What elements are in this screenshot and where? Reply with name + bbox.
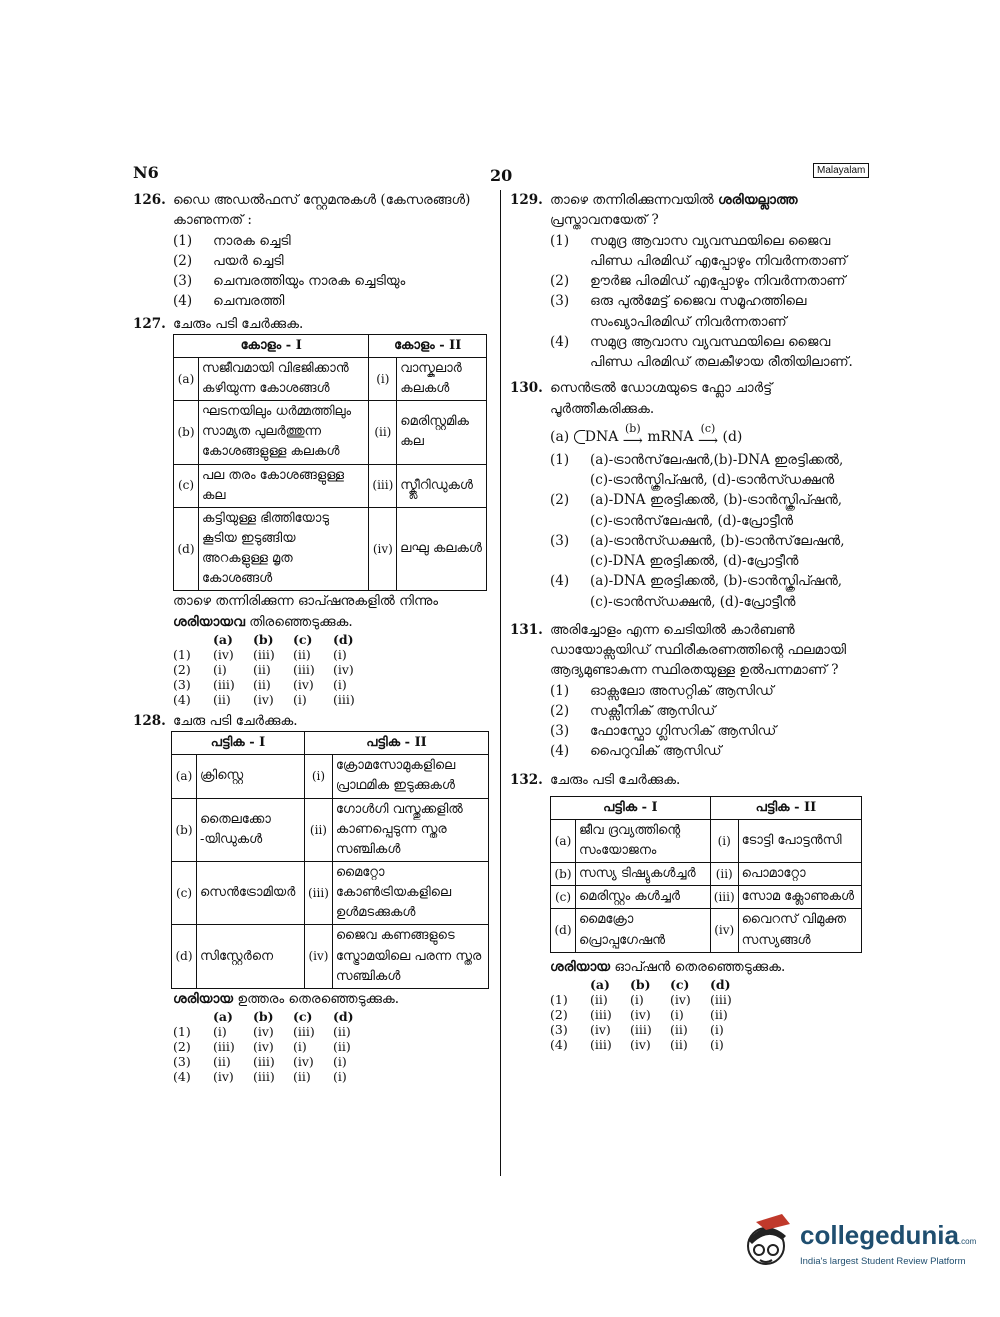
question-text: ഡൈ അഡൽഫസ് സ്റ്റേമനുകൾ (കേസരങ്ങൾ) കാണുന്നത് : — [173, 192, 471, 229]
question-130 — [510, 378, 868, 612]
column-header: കോളം - II — [369, 334, 487, 357]
choice-number: (4) — [173, 691, 191, 707]
item-text: സസ്യ ടിഷ്യുകൾച്ചർ — [576, 863, 711, 886]
answer-header: (a) — [590, 976, 610, 992]
choice-number: (2) — [550, 1006, 568, 1022]
question-text: സെൻട്രൽ ഡോഗ്മയുടെ ഫ്ലോ ചാർട്ട് പൂർത്തീകരിക്കുക. — [550, 380, 773, 417]
answer-choice[interactable] — [173, 677, 373, 692]
option-number: (4) — [550, 573, 570, 590]
instruction: ശരിയായ ഉത്തരം തെരഞ്ഞെടുക്കുക. — [173, 990, 400, 1007]
option-text: ഒരു പുൽമേട്ട് ജൈവ സമൂഹത്തിലെ സംഖ്യാപിരമിഡ് നിവർന്നതാണ് — [590, 293, 807, 330]
answer-header-blank — [173, 632, 213, 647]
item-text: ലഘു കലകൾ — [397, 507, 487, 591]
item-key: (b) — [172, 798, 197, 861]
flow-label-b: (b) — [625, 421, 641, 435]
choice-value: (ii) — [253, 661, 271, 677]
answer-choice[interactable] — [173, 1024, 373, 1039]
choice-value: (iv) — [293, 676, 314, 692]
option-text: (a)-DNA ഇരട്ടിക്കൽ, (b)-ട്രാൻസ്ക്രിപ്ഷൻ, (c)-ട്രാൻസ്‌ലേഷൻ, (d)-പ്രോട്ടീൻ — [590, 492, 843, 529]
item-text: മെരിസ്റ്റം കൾച്ചർ — [576, 886, 711, 909]
question-128 — [133, 711, 493, 1084]
choice-value: (iv) — [333, 661, 354, 677]
item-text: കട്ടിയുള്ള ഭിത്തിയോടു കൂടിയ ഇടുങ്ങിയ അറകളുള്ള മൃത കോശങ്ങൾ — [199, 507, 369, 591]
choice-value: (i) — [670, 1006, 684, 1022]
answer-choice[interactable] — [550, 992, 750, 1007]
choice-value: (iii) — [253, 1069, 275, 1085]
choice-value: (ii) — [670, 1036, 688, 1052]
item-key: (iv) — [305, 925, 333, 988]
answer-header-blank — [550, 977, 590, 992]
item-key: (c) — [551, 886, 576, 909]
choice-number: (1) — [173, 1024, 191, 1040]
column-header: പട്ടിക - I — [172, 732, 305, 755]
item-text: ക്രിസ്റ്റെ — [197, 755, 305, 798]
choice-value: (i) — [333, 1069, 347, 1085]
choice-number: (2) — [173, 1039, 191, 1055]
choice-value: (ii) — [333, 1024, 351, 1040]
answer-option[interactable] — [173, 231, 493, 251]
option-text: (a)-ട്രാൻസ്ഡക്ഷൻ, (b)-ട്രാൻസ്‌ലേഷൻ, (c)-DNA ഇരട്ടിക്കൽ, (d)-പ്രോട്ടീൻ — [590, 532, 845, 569]
choice-value: (ii) — [333, 1039, 351, 1055]
item-key: (b) — [174, 401, 199, 464]
item-text: ക്രോമസോമുകളിലെ പ്രാഥമിക ഇടുക്കുകൾ — [332, 755, 488, 798]
flow-label-d: (d) — [722, 428, 743, 445]
left-column — [133, 190, 493, 1084]
option-number: (1) — [550, 232, 570, 249]
answer-header-blank — [173, 1009, 213, 1024]
column-header: പട്ടിക - II — [305, 732, 489, 755]
item-key: (b) — [551, 863, 576, 886]
answer-header: (b) — [630, 976, 651, 992]
option-text: ഊർജ പിരമിഡ് എപ്പോഴും നിവർന്നതാണ് — [590, 273, 846, 289]
choice-value: (iii) — [710, 991, 732, 1007]
question-132 — [510, 770, 868, 1052]
choice-value: (iv) — [253, 691, 274, 707]
option-number: (2) — [550, 702, 570, 719]
right-column — [510, 190, 868, 1052]
column-divider — [500, 190, 501, 1176]
item-text: സജീവമായി വിഭജിക്കാൻ കഴിയുന്ന കോശങ്ങൾ — [199, 357, 369, 400]
question-text: അരിച്ചോളം എന്ന ചെടിയിൽ കാർബൺ ഡായോക്സയിഡ് സ്ഥിരീകരണത്തിന്റെ ഫലമായി ആദ്യമുണ്ടാകുന്ന സ്ഥിരതയുള്ള ഉൽപന്നമാണ് ? — [550, 621, 847, 679]
item-text: ടോട്ടി പോട്ടൻസി — [738, 819, 861, 862]
match-table — [173, 334, 487, 592]
column-header: പട്ടിക - II — [710, 796, 861, 819]
option-text: സമുദ്ര ആവാസ വ്യവസ്ഥയിലെ ജൈവ പിണ്ഡ പിരമിഡ് തലകീഴായ രീതിയിലാണ്. — [590, 333, 853, 370]
choice-value: (i) — [213, 1024, 227, 1040]
match-table — [171, 731, 489, 989]
choice-value: (iii) — [213, 1039, 235, 1055]
choice-value: (iv) — [590, 1021, 611, 1037]
column-header: കോളം - I — [174, 334, 369, 357]
match-row — [174, 401, 487, 464]
answer-option[interactable] — [550, 490, 868, 531]
item-text: ജീവ ദ്രവ്യത്തിന്റെ സംയോജനം — [576, 819, 711, 862]
flow-label-c: (c) — [700, 421, 716, 435]
match-row — [551, 863, 862, 886]
choice-value: (iv) — [213, 1069, 234, 1085]
answer-option[interactable] — [173, 271, 493, 291]
item-key: (i) — [710, 819, 738, 862]
answer-header: (c) — [670, 976, 690, 992]
item-text: സ്ക്ലീറിഡുകൾ — [397, 464, 487, 507]
option-text: ഫോസ്ഫോ ഗ്ലിസറിക് ആസിഡ് — [590, 723, 777, 739]
question-number: 132. — [510, 771, 543, 788]
choice-value: (iv) — [213, 646, 234, 662]
choice-value: (ii) — [710, 1006, 728, 1022]
item-text: സോമ ക്ലോണുകൾ — [738, 886, 861, 909]
column-header: പട്ടിക - I — [551, 796, 711, 819]
answer-header: (b) — [253, 631, 274, 647]
question-number: 131. — [510, 621, 543, 638]
item-key: (iii) — [369, 464, 397, 507]
choice-value: (i) — [293, 1039, 307, 1055]
collegedunia-logo[interactable] — [742, 1210, 977, 1280]
choice-value: (i) — [213, 661, 227, 677]
item-key: (c) — [174, 464, 199, 507]
choice-value: (iv) — [253, 1039, 274, 1055]
option-text: ചെമ്പരത്തി — [213, 293, 285, 310]
choice-value: (ii) — [590, 991, 608, 1007]
option-number: (2) — [550, 492, 570, 509]
item-text: തൈലക്കോ -യിഡുകൾ — [197, 798, 305, 861]
match-row — [551, 819, 862, 862]
answer-option[interactable] — [550, 681, 868, 701]
answer-options — [173, 1009, 373, 1084]
item-key: (i) — [369, 357, 397, 400]
option-number: (1) — [173, 232, 193, 249]
answer-header: (a) — [213, 1009, 233, 1025]
item-key: (iii) — [305, 862, 333, 925]
answer-option[interactable] — [550, 271, 868, 291]
answer-choice[interactable] — [173, 1039, 373, 1054]
item-text: ജൈവ കണങ്ങളുടെ സ്ട്രോമയിലെ പരന്ന സ്തര സഞ്ചികൾ — [332, 925, 488, 988]
match-row — [174, 507, 487, 591]
option-number: (2) — [173, 252, 193, 269]
choice-value: (iii) — [253, 646, 275, 662]
question-number: 129. — [510, 192, 543, 208]
answer-choice[interactable] — [173, 647, 373, 662]
choice-value: (iv) — [630, 1006, 651, 1022]
question-number: 130. — [510, 380, 543, 397]
answer-header: (c) — [293, 1009, 313, 1025]
choice-number: (3) — [550, 1021, 568, 1037]
answer-option[interactable] — [173, 291, 493, 311]
item-text: ഗോൾഗി വസ്തുക്കളിൽ കാണപ്പെടുന്ന സ്തര സഞ്ചികൾ — [332, 798, 488, 861]
arrow-right-icon: ⟶ — [622, 432, 643, 449]
answer-option[interactable] — [550, 721, 868, 741]
option-number: (4) — [550, 743, 570, 760]
answer-header: (d) — [333, 631, 354, 647]
option-number: (1) — [550, 451, 570, 468]
item-key: (ii) — [369, 401, 397, 464]
page-number: 20 — [490, 166, 513, 185]
flow-label-a: (a) — [550, 428, 570, 445]
item-text: പല തരം കോശങ്ങളുള്ള കല — [199, 464, 369, 507]
option-text: ഓക്സലോ അസറ്റിക് ആസിഡ് — [590, 682, 774, 699]
choice-value: (ii) — [213, 691, 231, 707]
item-key: (i) — [305, 755, 333, 798]
logo-tagline: India's largest Student Review Platform — [800, 1256, 966, 1267]
mascot-icon — [742, 1210, 794, 1274]
item-key: (iii) — [710, 886, 738, 909]
option-number: (2) — [550, 273, 570, 289]
answer-header: (b) — [253, 1009, 274, 1025]
match-row — [174, 464, 487, 507]
question-number: 127. — [133, 315, 166, 332]
choice-value: (ii) — [213, 1054, 231, 1070]
option-text: പൈറുവിക് ആസിഡ് — [590, 743, 722, 760]
option-text: (a)-DNA ഇരട്ടിക്കൽ, (b)-ട്രാൻസ്ക്രിപ്ഷൻ, (c)-ട്രാൻസ്ഡക്ഷൻ, (d)-പ്രോട്ടീൻ — [590, 573, 843, 610]
question-text: ചേരും പടി ചേർക്കുക. — [173, 315, 304, 332]
choice-value: (ii) — [253, 676, 271, 692]
item-key: (a) — [551, 819, 576, 862]
question-129 — [510, 190, 868, 372]
item-key: (c) — [172, 862, 197, 925]
item-text: മൈക്രോ പ്രൊപ്പഗേഷൻ — [576, 909, 711, 952]
item-text: മെരിസ്റ്റമിക കല — [397, 401, 487, 464]
question-text: ചേരും പടി ചേർക്കുക. — [550, 771, 681, 788]
answer-options — [550, 977, 750, 1052]
choice-value: (iii) — [253, 1054, 275, 1070]
arrow-right-icon: ⟶ — [697, 432, 719, 449]
item-key: (iv) — [369, 507, 397, 591]
option-text: (a)-ട്രാൻസ്‌ലേഷൻ,(b)-DNA ഇരട്ടിക്കൽ, (c)-ട്രാൻസ്ക്രിപ്ഷൻ, (d)-ട്രാൻസ്ഡക്ഷൻ — [590, 451, 844, 488]
flow-chart — [550, 423, 868, 448]
answer-choice[interactable] — [173, 692, 373, 707]
choice-value: (i) — [710, 1021, 724, 1037]
item-text: ഘടനയിലും ധർമ്മത്തിലും സാമ്യത പുലർത്തുന്ന കോശങ്ങളുള്ള കലകൾ — [199, 401, 369, 464]
paper-code: N6 — [133, 163, 159, 182]
choice-value: (iii) — [590, 1036, 612, 1052]
item-text: സെൻട്രോമിയർ — [197, 862, 305, 925]
question-131 — [510, 620, 868, 762]
option-number: (3) — [550, 532, 570, 549]
option-text: സക്സീനിക് ആസിഡ് — [590, 702, 716, 719]
logo-wordmark: collegedunia.com — [800, 1220, 977, 1250]
answer-option[interactable] — [550, 231, 868, 272]
option-number: (4) — [550, 333, 570, 350]
choice-value: (iv) — [670, 991, 691, 1007]
option-number: (1) — [550, 682, 570, 699]
answer-option[interactable] — [550, 450, 868, 491]
choice-number: (3) — [173, 1054, 191, 1070]
question-number: 126. — [133, 192, 166, 208]
item-key: (d) — [174, 507, 199, 591]
item-text: മൈറ്റോ കോൺട്രിയകളിലെ ഉൾമടക്കുകൾ — [332, 862, 488, 925]
choice-value: (ii) — [293, 646, 311, 662]
choice-value: (i) — [293, 691, 307, 707]
match-row — [551, 886, 862, 909]
answer-header: (a) — [213, 631, 233, 647]
answer-choice[interactable] — [550, 1007, 750, 1022]
option-number: (3) — [550, 723, 570, 739]
answer-choice[interactable] — [173, 1069, 373, 1084]
choice-number: (4) — [550, 1036, 568, 1052]
option-text: സമുദ്ര ആവാസ വ്യവസ്ഥയിലെ ജൈവ പിണ്ഡ പിരമിഡ് എപ്പോഴും നിവർന്നതാണ് — [590, 232, 847, 269]
answer-choice[interactable] — [550, 1037, 750, 1052]
choice-value: (i) — [630, 991, 644, 1007]
item-key: (d) — [551, 909, 576, 952]
item-text: വൈറസ് വിമുക്ത സസ്യങ്ങൾ — [738, 909, 861, 952]
item-key: (d) — [172, 925, 197, 988]
answer-option[interactable] — [550, 332, 868, 373]
match-table — [550, 796, 862, 953]
match-row — [172, 798, 489, 861]
question-number: 128. — [133, 712, 166, 729]
item-text: പൊമാറ്റോ — [738, 863, 861, 886]
loop-arrow-icon — [574, 430, 585, 444]
choice-value: (iii) — [293, 661, 315, 677]
choice-value: (iii) — [293, 1024, 315, 1040]
instruction: താഴെ തന്നിരിക്കുന്ന ഓപ്ഷനുകളിൽ നിന്നും ശരിയായവ തിരഞ്ഞെടുക്കുക. — [173, 593, 439, 630]
option-number: (3) — [173, 273, 193, 289]
answer-choice[interactable] — [550, 1022, 750, 1037]
answer-options — [173, 632, 373, 707]
item-key: (iv) — [710, 909, 738, 952]
flow-mrna: mRNA — [647, 428, 694, 445]
answer-option[interactable] — [550, 741, 868, 761]
option-text: ചെമ്പരത്തിയും നാരക ച്ചെടിയും — [213, 273, 406, 289]
question-127 — [133, 314, 493, 707]
option-number: (3) — [550, 293, 570, 310]
choice-value: (iii) — [213, 676, 235, 692]
answer-option[interactable] — [550, 571, 868, 612]
choice-value: (i) — [333, 646, 347, 662]
item-key: (a) — [174, 357, 199, 400]
choice-value: (iii) — [590, 1006, 612, 1022]
match-row — [174, 357, 487, 400]
choice-number: (2) — [173, 661, 191, 677]
option-text: പയർ ച്ചെടി — [213, 252, 284, 269]
answer-choice[interactable] — [173, 1054, 373, 1069]
instruction: ശരിയായ ഓപ്ഷൻ തെരഞ്ഞെടുക്കുക. — [550, 958, 786, 975]
answer-choice[interactable] — [173, 662, 373, 677]
choice-number: (4) — [173, 1069, 191, 1085]
item-text: വാസ്കുലാർ കലകൾ — [397, 357, 487, 400]
choice-value: (iv) — [630, 1036, 651, 1052]
choice-value: (ii) — [293, 1069, 311, 1085]
choice-value: (i) — [710, 1036, 724, 1052]
choice-value: (iv) — [253, 1024, 274, 1040]
item-key: (a) — [172, 755, 197, 798]
choice-value: (ii) — [670, 1021, 688, 1037]
answer-option[interactable] — [173, 251, 493, 271]
language-badge: Malayalam — [813, 163, 869, 178]
item-key: (ii) — [305, 798, 333, 861]
answer-option[interactable] — [550, 701, 868, 721]
choice-value: (iii) — [630, 1021, 652, 1037]
question-126 — [133, 190, 493, 312]
choice-number: (3) — [173, 676, 191, 692]
item-text: സിസ്റ്റേർനെ — [197, 925, 305, 988]
match-row — [172, 755, 489, 798]
option-text: നാരക ച്ചെടി — [213, 232, 291, 249]
match-row — [172, 862, 489, 925]
option-number: (4) — [173, 293, 193, 310]
choice-value: (iii) — [333, 691, 355, 707]
choice-value: (i) — [333, 1054, 347, 1070]
answer-header: (d) — [333, 1009, 354, 1025]
answer-option[interactable] — [550, 531, 868, 572]
answer-option[interactable] — [550, 291, 868, 332]
match-row — [551, 909, 862, 952]
answer-header: (c) — [293, 631, 313, 647]
choice-number: (1) — [550, 991, 568, 1007]
question-text: ചേരു പടി ചേർക്കുക. — [173, 712, 298, 729]
choice-number: (1) — [173, 646, 191, 662]
item-key: (ii) — [710, 863, 738, 886]
match-row — [172, 925, 489, 988]
flow-dna: DNA — [584, 428, 619, 445]
question-text: താഴെ തന്നിരിക്കുന്നവയിൽ ശരിയല്ലാത്ത പ്രസ്താവനയേത് ? — [550, 192, 798, 229]
choice-value: (iv) — [293, 1054, 314, 1070]
choice-value: (i) — [333, 676, 347, 692]
answer-header: (d) — [710, 976, 731, 992]
